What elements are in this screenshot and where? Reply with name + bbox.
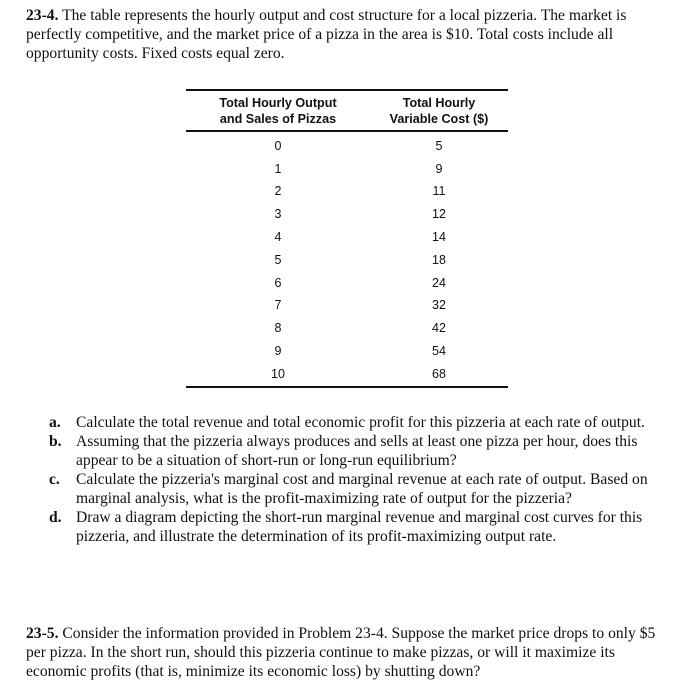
output-cell: 5 xyxy=(274,252,282,267)
cost-cell: 32 xyxy=(432,298,446,313)
part-text: Calculate the pizzeria's marginal cost and marginal revenue at each rate of output. Based on marginal analysis, what is the profit-maximizing rate of output for the pizzeria? xyxy=(76,471,648,507)
cost-cell: 11 xyxy=(432,184,446,199)
table-header xyxy=(186,91,508,127)
problem-text: The table represents the hourly output and cost structure for a local pizzeria. The market is perfectly competitive, and the market price of a pizza in the area is $10. Total costs include all opportunity costs. Fixed costs equal zero. xyxy=(26,7,627,62)
cost-cell: 54 xyxy=(432,344,446,359)
cost-cell: 42 xyxy=(432,321,446,336)
cost-cell: 12 xyxy=(432,207,446,222)
problem-23-5 xyxy=(26,624,676,681)
output-cell: 4 xyxy=(274,230,282,245)
cost-table xyxy=(186,89,508,388)
part-a xyxy=(49,413,659,432)
part-label: c. xyxy=(49,471,60,488)
part-text: Draw a diagram depicting the short-run marginal revenue and marginal cost curves for this pizzeria, and illustrate the determination of its profit-maximizing output rate. xyxy=(76,509,643,545)
table-row xyxy=(186,157,508,180)
table-row xyxy=(186,271,508,294)
part-c xyxy=(49,470,659,508)
output-cell: 10 xyxy=(271,366,285,381)
table-row xyxy=(186,226,508,249)
table-row xyxy=(186,248,508,271)
table-row xyxy=(186,135,508,158)
table-body xyxy=(186,132,508,386)
header-output: Total Hourly Output and Sales of Pizzas xyxy=(219,96,337,126)
cost-cell: 68 xyxy=(432,366,446,381)
part-label: b. xyxy=(49,433,62,450)
part-label: a. xyxy=(49,414,61,431)
header-variable-cost: Total Hourly Variable Cost ($) xyxy=(389,96,489,126)
cost-cell: 5 xyxy=(435,138,443,153)
problem-number: 23-4. xyxy=(26,7,59,24)
table-bottom-rule xyxy=(186,386,508,388)
problem-text: Consider the information provided in Problem 23-4. Suppose the market price drops to only $5 per pizza. In the short run, should this pizzeria continue to make pizzas, or will it maximize its economic profits (that is, minimize its economic loss) by shutting down? xyxy=(26,625,656,680)
output-cell: 2 xyxy=(274,184,282,199)
part-b xyxy=(49,432,659,470)
table-row xyxy=(186,294,508,317)
table-row xyxy=(186,362,508,385)
parts-list xyxy=(49,413,659,546)
output-cell: 6 xyxy=(274,275,282,290)
part-text: Calculate the total revenue and total economic profit for this pizzeria at each rate of output. xyxy=(76,414,645,431)
output-cell: 0 xyxy=(274,138,282,153)
output-cell: 7 xyxy=(274,298,282,313)
part-d xyxy=(49,508,659,546)
cost-cell: 24 xyxy=(432,275,446,290)
part-text: Assuming that the pizzeria always produces and sells at least one pizza per hour, does this appear to be a situation of short-run or long-run equilibrium? xyxy=(76,433,638,469)
part-label: d. xyxy=(49,509,62,526)
output-cell: 8 xyxy=(274,321,282,336)
output-cell: 9 xyxy=(274,344,282,359)
cost-cell: 18 xyxy=(432,252,446,267)
table-row xyxy=(186,317,508,340)
cost-cell: 9 xyxy=(435,161,443,176)
cost-cell: 14 xyxy=(432,230,446,245)
table-row xyxy=(186,340,508,363)
table-row xyxy=(186,180,508,203)
problem-number: 23-5. xyxy=(26,625,59,642)
output-cell: 3 xyxy=(274,207,282,222)
output-cell: 1 xyxy=(274,161,282,176)
problem-23-4 xyxy=(26,6,676,63)
table-row xyxy=(186,203,508,226)
